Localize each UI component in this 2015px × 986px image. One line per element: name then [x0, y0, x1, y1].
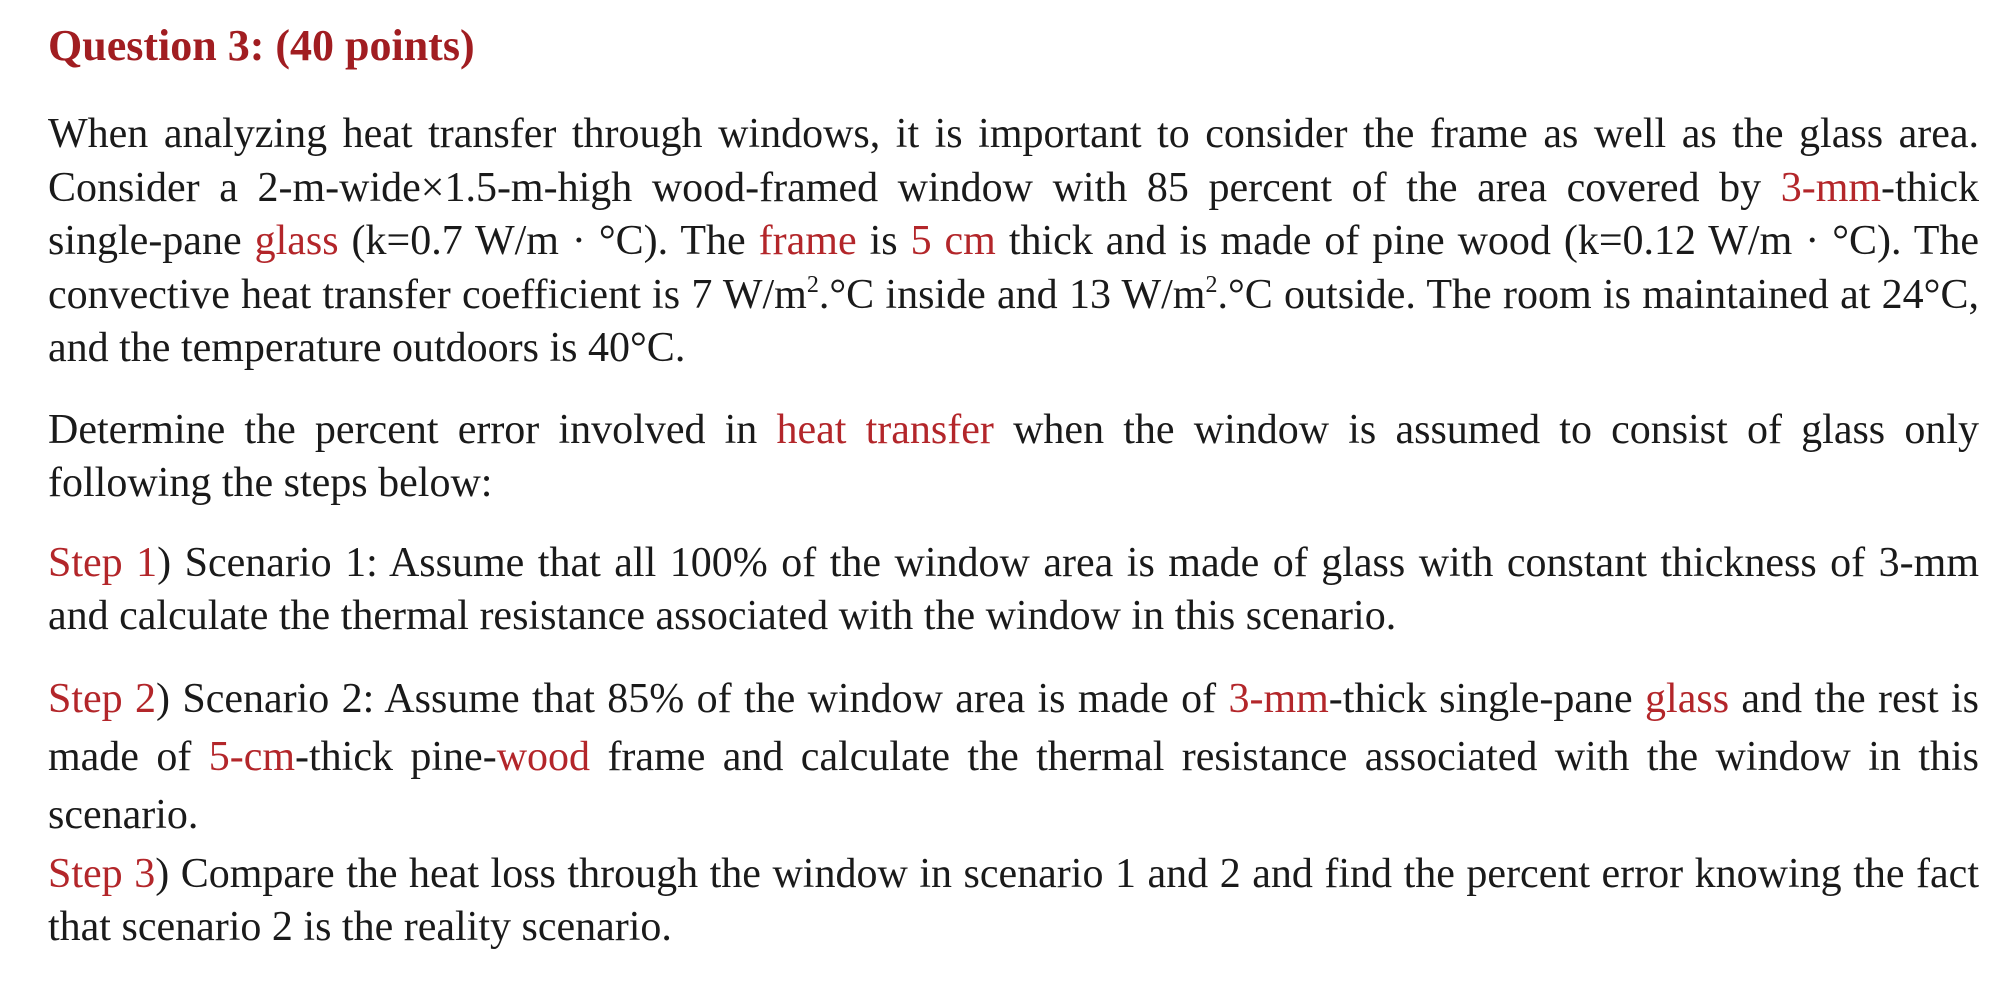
step-3 — [48, 848, 1979, 955]
step-text: ) Compare the heat loss through the window in scenario 1 and 2 and find the percent error knowing the fact that scenario 2 is the reality scenario. — [48, 850, 1979, 950]
text-run: ) Scenario 2: Assume that 85% of the window area is made of — [156, 675, 1229, 722]
step-label: Step 3 — [48, 850, 156, 897]
highlight-frame-thickness: 5 cm — [910, 218, 996, 264]
step-1 — [48, 537, 1979, 644]
text-run: is — [856, 218, 911, 264]
text-run: -thick single-pane — [48, 164, 1979, 264]
text-run: and the rest is made of — [48, 675, 1980, 780]
highlight-heat-transfer: heat transfer — [776, 406, 994, 453]
step-label: Step 2 — [48, 675, 157, 722]
text-run: .°C inside and 13 W/m — [818, 271, 1206, 318]
text-run: frame and calculate the thermal resistance associated with the window in this scenario. — [48, 733, 1979, 838]
superscript: 2 — [806, 271, 819, 298]
problem-statement — [48, 108, 1979, 376]
question-title: Question 3: (40 points) — [48, 21, 475, 70]
step-2 — [48, 670, 1979, 844]
highlight-glass-thickness: 3-mm — [1228, 675, 1329, 722]
text-run: .°C outside. The room is maintained at 24°C, and the temperature outdoors is 40°C. — [48, 271, 1979, 371]
text-run: when the window is assumed to consist of glass only following the steps below: — [48, 406, 1980, 506]
text-run: When analyzing heat transfer through windows, it is important to consider the frame as well as the glass area. Consider a 2-m-wide×1.5-m-high wood-framed window with 85 percent of the area covered by — [48, 111, 1979, 211]
highlight-glass-thickness: 3-mm — [1780, 164, 1882, 211]
highlight-frame: frame — [758, 218, 857, 264]
text-run: (k=0.7 W/m · °C). The — [338, 218, 759, 264]
highlight-glass: glass — [1645, 675, 1730, 722]
text-run: Determine the percent error involved in — [48, 406, 777, 453]
highlight-glass: glass — [254, 218, 339, 264]
text-run: -thick pine- — [295, 733, 497, 780]
highlight-frame-thickness: 5-cm — [208, 733, 296, 780]
highlight-wood: wood — [496, 733, 591, 780]
superscript: 2 — [1205, 271, 1218, 298]
text-run: thick and is made of pine wood (k=0.12 W/m · °C). The convective heat transfer coefficient is 7 W/m — [48, 218, 1980, 318]
text-run: -thick single-pane — [1328, 675, 1646, 722]
step-label: Step 1 — [48, 539, 158, 586]
step-text: ) Scenario 1: Assume that all 100% of the window area is made of glass with constant thickness of 3-mm and calculate the thermal resistance associated with the window in this scenario. — [48, 539, 1979, 639]
task-statement — [48, 404, 1979, 511]
